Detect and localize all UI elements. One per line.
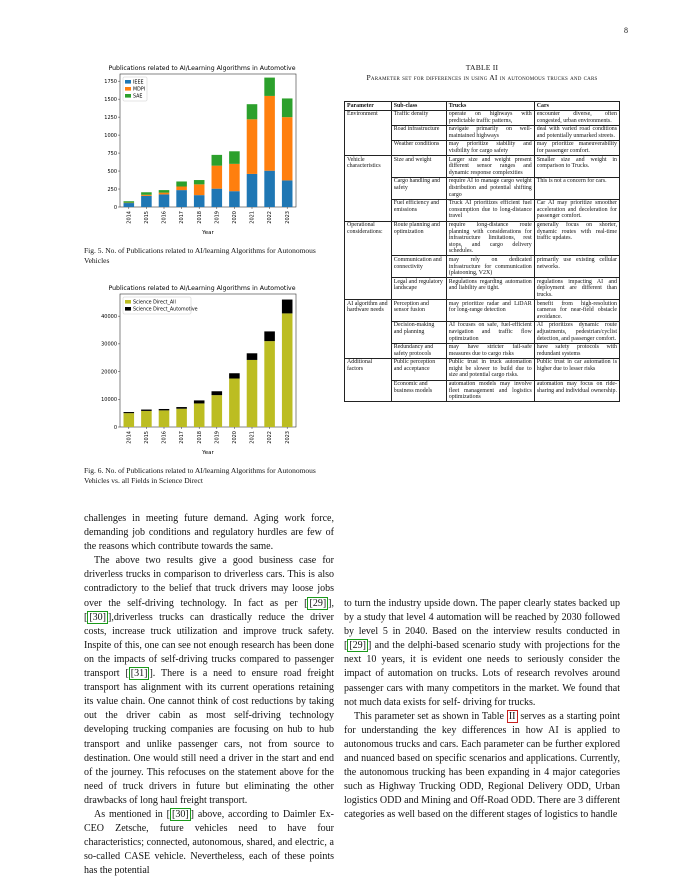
y-tick-label: 1500 xyxy=(104,96,117,103)
table-cell: Truck AI prioritizes efficient fuel consumption due to long-distance travel xyxy=(446,199,534,221)
legend-label: SAE xyxy=(133,94,143,100)
bar-segment xyxy=(282,180,293,207)
bar-segment xyxy=(124,412,135,413)
y-tick-label: 10000 xyxy=(101,397,117,404)
table-cell: Traffic density xyxy=(391,110,446,125)
table-row xyxy=(345,256,620,278)
legend-label: Science Direct_All xyxy=(133,300,176,306)
x-tick-label: 2018 xyxy=(196,431,203,444)
table-cell: Route planning and optimization xyxy=(391,221,446,256)
x-tick-label: 2014 xyxy=(126,211,133,224)
bar-segment xyxy=(264,171,275,207)
table-cell: navigate primarily on well-maintained highways xyxy=(446,125,534,140)
bar-segment xyxy=(159,410,170,427)
figure-5 xyxy=(88,62,308,240)
table-row xyxy=(345,358,620,380)
table-row xyxy=(345,221,620,256)
table-row xyxy=(345,321,620,343)
x-tick-label: 2015 xyxy=(144,431,150,444)
y-tick-label: 40000 xyxy=(101,313,117,320)
table-cell: AI algorithm and hardware needs xyxy=(345,300,392,322)
x-tick-label: 2022 xyxy=(267,211,274,224)
paragraph: challenges in meeting future demand. Aging work force, demanding job conditions and regulatory hurdles are few of the reasons which contribute towards the same. xyxy=(84,513,334,553)
bar-segment xyxy=(194,403,205,427)
x-tick-label: 2023 xyxy=(284,431,291,444)
table-cell: require AI to manage cargo weight distribution and potential shifting cargo xyxy=(446,177,534,199)
x-tick-label: 2021 xyxy=(249,211,256,224)
table-cell xyxy=(345,125,392,140)
table-cell: Road infrastructure xyxy=(391,125,446,140)
table-cell: may rely on dedicated infrastructure for communication (platooning, V2X) xyxy=(446,256,534,278)
table-cell: automation may focus on ride-sharing and individual ownership. xyxy=(534,380,619,402)
legend-label: IEEE xyxy=(133,80,144,86)
y-tick-label: 750 xyxy=(107,150,117,157)
bar-segment xyxy=(176,407,187,409)
table-cell: Legal and regulatory landscape xyxy=(391,278,446,300)
table-cell: have safety protocols with redundant systems xyxy=(534,343,619,358)
x-tick-label: 2020 xyxy=(232,431,238,444)
bar-segment xyxy=(264,96,275,171)
table-cell: Operational considerations: xyxy=(345,221,392,256)
bar-segment xyxy=(212,155,223,166)
bar-segment xyxy=(194,180,205,184)
paragraph: This parameter set as shown in Table II serves as a starting point for understanding the key differences in how AI is applied to autonomous trucks and cars. Each parameter can be further explored and nuanced based on specific scenarios and applications. Currently, the autonomous trucking has been expanding in 4 major categories such as Highway Trucking ODD, Regional Delivery ODD, Urban logistics ODD and Mining and Off-Road ODD. There are 3 different categories as well based on the different stages of logistics to handle xyxy=(344,710,620,821)
bar-segment xyxy=(124,203,135,207)
bar-segment xyxy=(124,201,135,202)
table-header-cell: Sub-class xyxy=(391,102,446,111)
bar-segment xyxy=(229,151,240,164)
legend-label: Science Direct_Automotive xyxy=(133,307,198,313)
table-row xyxy=(345,125,620,140)
bar-segment xyxy=(176,409,187,427)
table-cell: Smaller size and weight in comparison to Trucks. xyxy=(534,156,619,178)
table-cell: Additional factors xyxy=(345,358,392,380)
bar-segment xyxy=(124,413,135,427)
right-column-text xyxy=(344,597,620,823)
paragraph: The above two results give a good business case for driverless trucks in comparison to driverless cars. This is also contradictory to the belief that truck drivers may loose jobs over the self-driving technology. In fact as per [ [29] ],[ [30] ],driverless trucks can drastically reduce the driver costs, increase truck utilization and improve truck safety. Inspite of this, one can see not enough research has been done on the impacts of self-driving trucks compared to passenger transport [ [31] ]. There is a need to ensure road freight transport has alignment with its current operations retaining its value chain. One cannot think of cost reductions by taking out the driver cabin as most self-driving technology developing trucking companies are focusing on hub to hub transport and unlike passenger cars, not from source to destination. One would still need a driver in the start and end of the journey. This refocuses on the statement above for the need of truck drivers in future but eliminating the other drawbacks of long haul freight transport. xyxy=(84,555,334,806)
bar-segment xyxy=(247,174,258,207)
bar-segment xyxy=(176,181,187,186)
table-row xyxy=(345,278,620,300)
y-tick-label: 0 xyxy=(113,204,117,211)
bar-segment xyxy=(212,391,223,395)
bar-segment xyxy=(141,410,152,411)
page-number: 8 xyxy=(624,26,628,35)
bar-segment xyxy=(247,104,258,119)
table-row xyxy=(345,199,620,221)
table-cell: deal with varied road conditions and potentially unmarked streets. xyxy=(534,125,619,140)
figure-5-chart xyxy=(88,62,308,240)
table-header-cell: Parameter xyxy=(345,102,392,111)
table-header-cell: Cars xyxy=(534,102,619,111)
bar-segment xyxy=(282,313,293,427)
bar-segment xyxy=(229,379,240,427)
bar-segment xyxy=(141,192,152,195)
legend-swatch xyxy=(125,94,131,98)
table-cell: primarily use existing cellular networks. xyxy=(534,256,619,278)
bar-segment xyxy=(159,190,170,193)
table-reference-link[interactable]: II xyxy=(508,710,516,722)
bar-segment xyxy=(159,409,170,410)
table-cell: Public trust in car automation is higher due to lesser risks xyxy=(534,358,619,380)
legend-swatch xyxy=(125,87,131,91)
table-cell: Weather conditions xyxy=(391,140,446,155)
bar-segment xyxy=(159,194,170,207)
table-cell: regulations impacting AI and deployment are different than trucks. xyxy=(534,278,619,300)
table-cell xyxy=(345,177,392,199)
table-cell: require long-distance route planning with considerations for infrastructure limitations, rest stops, and cargo delivery schedules. xyxy=(446,221,534,256)
legend-label: MDPI xyxy=(133,87,146,93)
bar-segment xyxy=(212,189,223,207)
bar-segment xyxy=(264,341,275,427)
x-tick-label: 2018 xyxy=(196,211,203,224)
bar-segment xyxy=(194,184,205,195)
bar-segment xyxy=(247,360,258,427)
x-tick-label: 2020 xyxy=(232,211,238,224)
bar-segment xyxy=(247,353,258,360)
table-header-cell: Trucks xyxy=(446,102,534,111)
x-tick-label: 2019 xyxy=(214,211,221,224)
x-tick-label: 2017 xyxy=(179,431,186,444)
parameter-table xyxy=(344,101,620,402)
citation-link[interactable]: [29] xyxy=(349,640,367,652)
y-tick-label: 250 xyxy=(107,186,117,193)
bar-segment xyxy=(229,373,240,378)
table-cell: operate on highways with predictable traffic patterns, xyxy=(446,110,534,125)
table-cell: Economic and business models xyxy=(391,380,446,402)
table-caption xyxy=(344,63,620,82)
bar-segment xyxy=(141,196,152,207)
legend-swatch xyxy=(125,307,131,311)
table-cell: Size and weight xyxy=(391,156,446,178)
table-row xyxy=(345,140,620,155)
citation-link[interactable]: [30] xyxy=(171,808,189,820)
table-cell: This is not a concern for cars. xyxy=(534,177,619,199)
table-cell xyxy=(345,199,392,221)
citation-link[interactable]: [30] xyxy=(89,611,107,623)
table-label: TABLE II xyxy=(465,63,499,72)
citation-link[interactable]: [29] xyxy=(309,597,327,609)
table-cell: Public perception and acceptance xyxy=(391,358,446,380)
bar-segment xyxy=(176,190,187,207)
x-tick-label: 2016 xyxy=(161,211,168,224)
bar-segment xyxy=(229,164,240,191)
table-cell: may prioritize maneuverability for passenger comfort. xyxy=(534,140,619,155)
table-cell xyxy=(345,343,392,358)
bar-segment xyxy=(212,395,223,427)
table-cell: Larger size and weight present different sensor ranges and dynamic response complexities xyxy=(446,156,534,178)
table-cell: may have stricter fail-safe measures due to cargo risks xyxy=(446,343,534,358)
table-cell: Perception and sensor fusion xyxy=(391,300,446,322)
table-cell: AI focuses on safe, fuel-efficient navigation and traffic flow optimization xyxy=(446,321,534,343)
legend-swatch xyxy=(125,80,131,84)
table-cell: Cargo handling and safety xyxy=(391,177,446,199)
y-tick-label: 0 xyxy=(113,424,117,431)
x-tick-label: 2022 xyxy=(267,431,274,444)
paragraph: to turn the industry upside down. The paper clearly states backed up by a study that level 4 automation will be reached by 2030 followed by level 5 in 2040. Based on the interview results conducted in [ [29] ] and the delphi-based scenario study with projections for the next 10 years, it is evident one needs to seriously consider the impact of automation on trucks. Lots of research revolves around passenger cars with many competitors in the market. We found that not much data exists for self- driving for trucks. xyxy=(344,598,620,708)
citation-link[interactable]: [31] xyxy=(130,668,148,680)
figure-6 xyxy=(88,282,308,460)
table-cell xyxy=(345,380,392,402)
bar-segment xyxy=(176,187,187,191)
table-cell: Redundancy and safety protocols xyxy=(391,343,446,358)
y-tick-label: 1000 xyxy=(104,132,117,139)
y-tick-label: 1750 xyxy=(104,78,117,85)
x-tick-label: 2019 xyxy=(214,431,221,444)
table-cell: Public trust in truck automation might be slower to build due to size and potential cargo risks. xyxy=(446,358,534,380)
table-cell xyxy=(345,278,392,300)
bar-segment xyxy=(159,193,170,195)
x-axis-label: Year xyxy=(202,450,214,456)
x-tick-label: 2015 xyxy=(144,211,150,224)
table-cell: Vehicle characteristics xyxy=(345,156,392,178)
y-tick-label: 500 xyxy=(107,168,117,175)
x-axis-label: Year xyxy=(202,230,214,236)
figure-5-caption: Fig. 5. No. of Publications related to AI/learning Algorithms for Autonomous Vehicles xyxy=(84,246,316,265)
table-cell: Regulations regarding automation and liability are tight. xyxy=(446,278,534,300)
left-column-text xyxy=(84,512,334,878)
table-cell: may prioritize stability and visibility for cargo safety xyxy=(446,140,534,155)
table-cell: benefit from high-resolution cameras for near-field obstacle avoidance. xyxy=(534,300,619,322)
table-row xyxy=(345,343,620,358)
table-cell: may prioritize radar and LiDAR for long-range detection xyxy=(446,300,534,322)
figure-6-caption: Fig. 6. No. of Publications related to AI/learning Algorithms for Autonomous Vehicles vs. all Fields in Science Direct xyxy=(84,466,316,485)
table-row xyxy=(345,300,620,322)
bar-segment xyxy=(141,411,152,427)
y-tick-label: 30000 xyxy=(101,341,117,348)
bar-segment xyxy=(264,331,275,341)
table-row xyxy=(345,156,620,178)
x-tick-label: 2017 xyxy=(179,211,186,224)
bar-segment xyxy=(212,166,223,189)
table-cell: AI prioritizes dynamic route adjustments, pedestrian/cyclist detection, and passenger comfort. xyxy=(534,321,619,343)
x-tick-label: 2021 xyxy=(249,431,256,444)
paragraph: As mentioned in [ [30] ] above, according to Daimler Ex-CEO Zetsche, future vehicles need to have four characteristics; connected, autonomous, shared, and electric, a so-called CASE vehicle. Nevertheless, each of these points has the potential xyxy=(84,808,334,877)
bar-segment xyxy=(194,195,205,207)
table-row xyxy=(345,110,620,125)
table-cell: Car AI may prioritize smoother acceleration and deceleration for passenger comfort. xyxy=(534,199,619,221)
y-tick-label: 20000 xyxy=(101,369,117,376)
table-cell xyxy=(345,256,392,278)
table-row xyxy=(345,177,620,199)
chart-title: Publications related to AI/Learning Algorithms in Automotive xyxy=(108,65,296,72)
table-row xyxy=(345,380,620,402)
bar-segment xyxy=(282,300,293,314)
bar-segment xyxy=(141,195,152,196)
table-cell: Environment xyxy=(345,110,392,125)
table-cell: Fuel efficiency and emissions xyxy=(391,199,446,221)
table-cell: Communication and connectivity xyxy=(391,256,446,278)
table-cell: encounter diverse, often congested, urban environments. xyxy=(534,110,619,125)
y-tick-label: 1250 xyxy=(104,114,117,121)
chart-title: Publications related to AI/Learning Algorithms in Automotive xyxy=(108,285,296,292)
table-cell: Decision-making and planning xyxy=(391,321,446,343)
table-cell xyxy=(345,140,392,155)
legend-swatch xyxy=(125,300,131,304)
bar-segment xyxy=(247,119,258,174)
x-tick-label: 2023 xyxy=(284,211,291,224)
table-cell xyxy=(345,321,392,343)
bar-segment xyxy=(282,98,293,117)
table-header-row xyxy=(345,102,620,111)
table-cell: automation models may involve fleet management and logistics optimizations xyxy=(446,380,534,402)
x-tick-label: 2014 xyxy=(126,431,133,444)
bar-segment xyxy=(229,191,240,207)
table-cell: generally focus on shorter, dynamic routes with real-time traffic updates. xyxy=(534,221,619,256)
x-tick-label: 2016 xyxy=(161,431,168,444)
bar-segment xyxy=(264,78,275,96)
bar-segment xyxy=(282,117,293,180)
table-title: Parameter set for differences in using AI in autonomous trucks and cars xyxy=(366,72,598,82)
figure-6-chart xyxy=(88,282,308,460)
bar-segment xyxy=(194,400,205,403)
